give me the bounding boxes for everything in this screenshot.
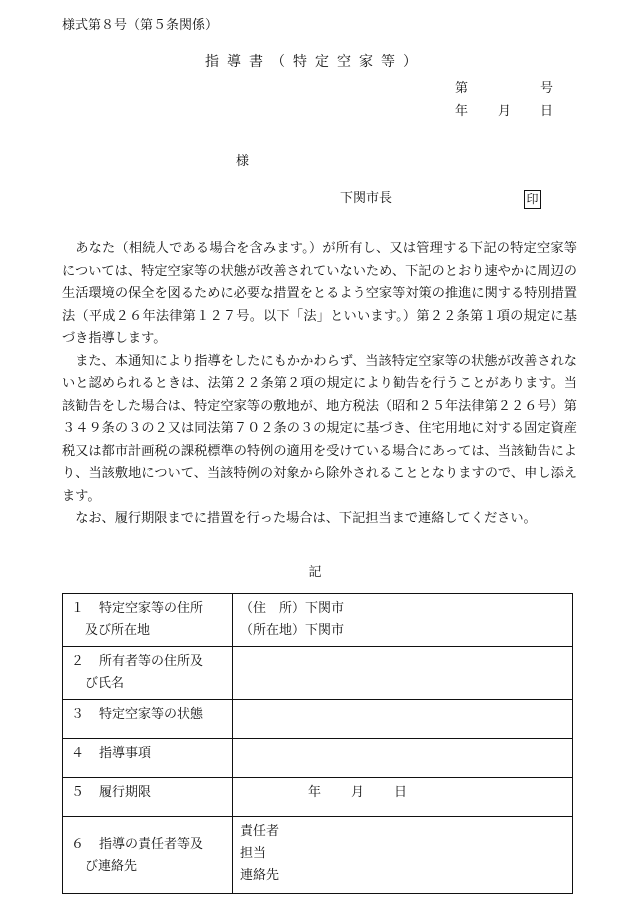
table-row — [63, 647, 573, 700]
row-number: ４ — [71, 746, 85, 761]
row-label-line1: 指導事項 — [99, 746, 152, 761]
row-value — [233, 817, 573, 894]
row-label-line1: 特定空家等の状態 — [99, 707, 204, 722]
table-row — [63, 778, 573, 817]
paragraph: あなた（相続人である場合を含みます。）が所有し、又は管理する下記の特定空家等については、特定空家等の状態が改善されていないため、下記のとおり速やかに周辺の生活環境の保全を図るために必要な措置をとるよう空家等対策の推進に関する特別措置法（平成２６年法律第１２７号。以下「法」といいます。）第２２条第１項の規定に基づき指導します。 — [62, 241, 577, 346]
date-year: 年 — [455, 104, 469, 119]
form-number: 様式第８号（第５条関係） — [62, 18, 219, 33]
row-number: ２ — [71, 654, 85, 669]
row-label — [63, 594, 233, 647]
address-line: （住 所）下関市 — [240, 601, 345, 616]
row-label — [63, 647, 233, 700]
paragraph: また、本通知により指導をしたにもかかわらず、当該特定空家等の状態が改善されないと認められるときは、法第２２条第２項の規定により勧告を行うことがあります。当該勧告をした場合は、特定空家等の敷地が、地方税法（昭和２５年法律第２２６号）第３４９条の３の２又は同法第７０２条の３の規定に基づき、住宅用地に対する固定資産税又は都市計画税の課税標準の特例の適用を受けている場合にあっては、当該勧告により、当該敷地について、当該特例の対象から除外されることとなりますので、申し添えます。 — [62, 353, 577, 504]
paragraph: なお、履行期限までに措置を行った場合は、下記担当まで連絡してください。 — [75, 511, 537, 526]
row-label — [63, 817, 233, 894]
table-row — [63, 594, 573, 647]
table-row — [63, 817, 573, 894]
row-label — [63, 739, 233, 778]
date-month: 月 — [498, 104, 512, 119]
contact-responsible: 責任者 — [240, 824, 280, 839]
location-line: （所在地）下関市 — [240, 623, 345, 638]
deadline-month: 月 — [351, 785, 365, 800]
contact-staff: 担当 — [240, 846, 267, 861]
row-label-line1: 特定空家等の住所 — [99, 601, 204, 616]
row-number: ６ — [71, 837, 85, 852]
document-title: 指導書（特定空家等） — [205, 54, 425, 70]
row-number: １ — [71, 601, 85, 616]
row-label-line2: び連絡先 — [85, 859, 138, 874]
row-number: ３ — [71, 707, 85, 722]
issuer: 下関市長 — [340, 191, 393, 206]
row-value — [233, 647, 573, 700]
row-value — [233, 700, 573, 739]
row-label-line1: 指導の責任者等及 — [99, 837, 204, 852]
contact-info: 連絡先 — [240, 868, 280, 883]
details-table — [62, 593, 573, 894]
row-label-line2: び氏名 — [85, 676, 125, 691]
ki-heading: 記 — [308, 565, 322, 580]
body-text — [62, 238, 577, 531]
date-day: 日 — [540, 104, 554, 119]
row-value — [233, 739, 573, 778]
table-row — [63, 739, 573, 778]
row-label-line1: 履行期限 — [99, 785, 152, 800]
deadline-value — [233, 778, 573, 817]
deadline-day: 日 — [394, 785, 408, 800]
row-number: ５ — [71, 785, 85, 800]
doc-number-prefix: 第 — [455, 81, 469, 96]
doc-number-suffix: 号 — [540, 81, 554, 96]
row-label-line1: 所有者等の住所及 — [99, 654, 204, 669]
seal-box: 印 — [524, 190, 541, 209]
row-label — [63, 778, 233, 817]
recipient-suffix: 様 — [236, 154, 250, 169]
row-value — [233, 594, 573, 647]
row-label-line2: 及び所在地 — [85, 623, 151, 638]
table-row — [63, 700, 573, 739]
row-label — [63, 700, 233, 739]
deadline-year: 年 — [308, 785, 322, 800]
